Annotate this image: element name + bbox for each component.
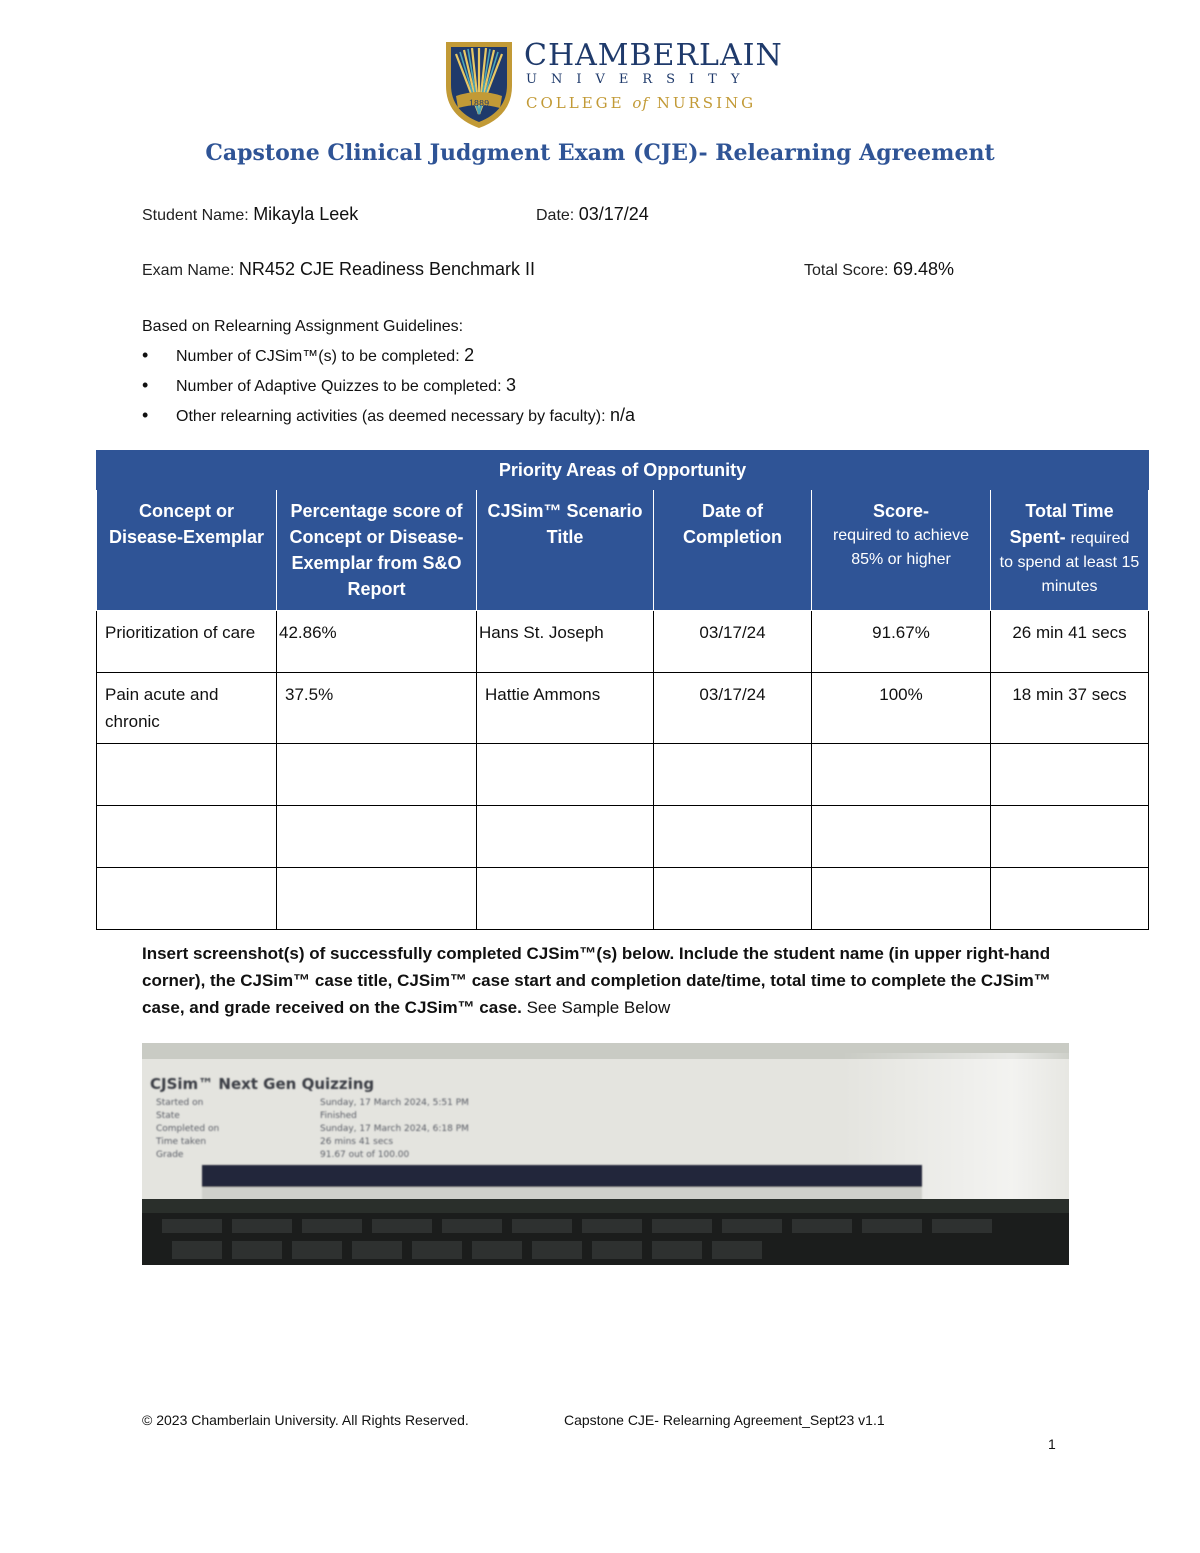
header-scenario: CJSim™ Scenario Title	[477, 490, 654, 611]
cell-time	[991, 868, 1149, 930]
cell-concept: Pain acute and chronic	[97, 673, 277, 744]
shot-row-value: Sunday, 17 March 2024, 5:51 PM	[320, 1098, 469, 1108]
header-time: Total Time Spent- required to spend at least 15 minutes	[991, 490, 1149, 611]
shot-row-value: 91.67 out of 100.00	[320, 1150, 410, 1160]
table-row	[97, 744, 1149, 806]
document-title: Capstone Clinical Judgment Exam (CJE)- Relearning Agreement	[205, 140, 995, 166]
cell-percentage	[277, 744, 477, 806]
cell-scenario: Hattie Ammons	[477, 673, 654, 744]
shot-row-label: Completed on	[156, 1124, 220, 1134]
screenshot-photo-image	[142, 1043, 1069, 1265]
list-item: • Number of CJSim™(s) to be completed: 2	[142, 341, 635, 371]
shot-row-value: Sunday, 17 March 2024, 6:18 PM	[320, 1124, 469, 1134]
cell-time	[991, 806, 1149, 868]
cell-date	[654, 806, 812, 868]
cell-score	[812, 868, 991, 930]
screenshot-instructions: Insert screenshot(s) of successfully completed CJSim™(s) below. Include the student name (in upper right-hand corner), the CJSim™ case title, CJSim™ case start and completion date/time, total time to complete the CJSim™ case, and grade received on the CJSim™ case. See Sample Below	[142, 944, 1051, 1017]
screenshot-heading: CJSim™ Next Gen Quizzing	[150, 1075, 375, 1093]
table-caption: Priority Areas of Opportunity	[97, 451, 1149, 490]
table-row	[97, 868, 1149, 930]
shot-row-value: 26 mins 41 secs	[320, 1137, 394, 1147]
cell-time: 26 min 41 secs	[991, 611, 1149, 673]
cell-score: 100%	[812, 673, 991, 744]
shot-row-label: State	[156, 1111, 180, 1121]
page-number: 1	[1048, 1436, 1056, 1452]
cell-score: 91.67%	[812, 611, 991, 673]
table-row	[97, 673, 1149, 744]
student-name-value: Mikayla Leek	[253, 204, 359, 224]
header-date: Date of Completion	[654, 490, 812, 611]
guidelines	[142, 312, 635, 431]
cell-concept: Prioritization of care	[97, 611, 277, 673]
university-subtitle: UNIVERSITY	[526, 72, 754, 87]
shot-row-value: Finished	[320, 1111, 357, 1121]
table-row	[97, 611, 1149, 673]
cell-concept	[97, 806, 277, 868]
university-logo	[442, 38, 783, 130]
shot-row-label: Started on	[156, 1098, 204, 1108]
list-item: • Number of Adaptive Quizzes to be completed: 3	[142, 371, 635, 401]
cell-scenario	[477, 744, 654, 806]
cell-date	[654, 868, 812, 930]
total-score-field: Total Score: 69.48%	[804, 259, 954, 279]
total-score-value: 69.48%	[892, 259, 954, 279]
student-name-field: Student Name: Mikayla Leek	[142, 204, 359, 224]
cell-scenario	[477, 868, 654, 930]
cell-scenario: Hans St. Joseph	[477, 611, 654, 673]
cell-percentage	[277, 806, 477, 868]
date-value: 03/17/24	[578, 204, 649, 224]
list-item: • Other relearning activities (as deemed necessary by faculty): n/a	[142, 401, 635, 431]
header-concept: Concept or Disease-Exemplar	[97, 490, 277, 611]
shot-row-label: Time taken	[156, 1137, 207, 1147]
copyright: © 2023 Chamberlain University. All Rights Reserved.	[142, 1412, 469, 1428]
cell-date	[654, 744, 812, 806]
cell-percentage	[277, 868, 477, 930]
shield-icon	[442, 38, 516, 130]
college-name: COLLEGE of NURSING	[526, 94, 757, 112]
guidelines-heading: Based on Relearning Assignment Guidelines:	[142, 318, 464, 335]
university-name: CHAMBERLAIN	[524, 38, 783, 73]
header-score: Score- required to achieve 85% or higher	[812, 490, 991, 611]
cell-score	[812, 744, 991, 806]
cell-concept	[97, 744, 277, 806]
cell-time: 18 min 37 secs	[991, 673, 1149, 744]
cell-percentage: 37.5%	[277, 673, 477, 744]
guidelines-list	[142, 341, 635, 431]
exam-name-value: NR452 CJE Readiness Benchmark II	[238, 259, 536, 279]
table-row	[97, 806, 1149, 868]
cell-percentage: 42.86%	[277, 611, 477, 673]
document-id: Capstone CJE- Relearning Agreement_Sept23 v1.1	[564, 1412, 885, 1428]
completion-screenshot-photo	[142, 1043, 1069, 1265]
cell-date: 03/17/24	[654, 611, 812, 673]
cell-score	[812, 806, 991, 868]
shot-row-label: Grade	[156, 1150, 184, 1160]
date-field: Date: 03/17/24	[536, 204, 649, 224]
shield-year: 1889	[468, 99, 490, 108]
exam-name-field: Exam Name: NR452 CJE Readiness Benchmark II	[142, 259, 536, 279]
cell-time	[991, 744, 1149, 806]
cell-concept	[97, 868, 277, 930]
cell-scenario	[477, 806, 654, 868]
header-percentage: Percentage score of Concept or Disease-Exemplar from S&O Report	[277, 490, 477, 611]
priority-areas-table	[96, 450, 1149, 930]
cell-date: 03/17/24	[654, 673, 812, 744]
